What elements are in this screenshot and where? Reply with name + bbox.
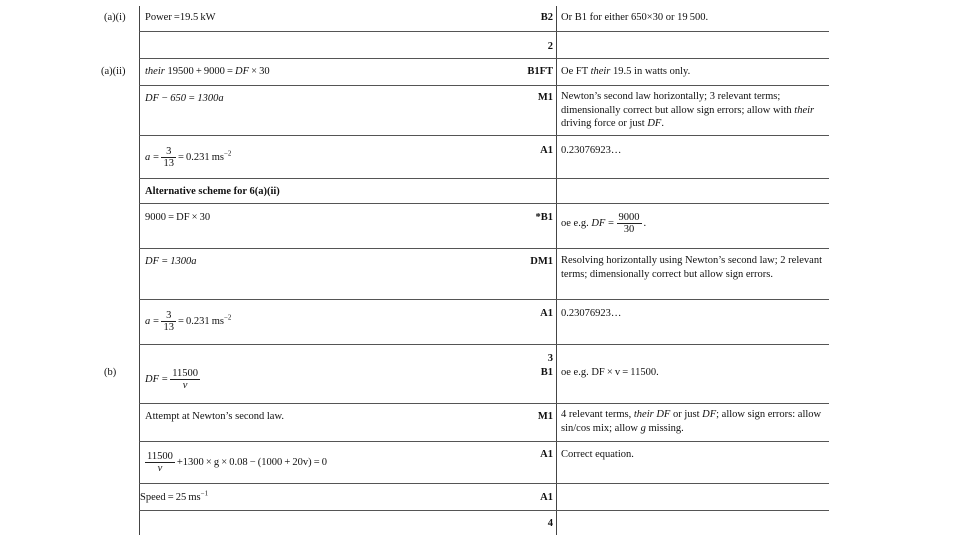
fraction [145, 451, 175, 474]
row-line [139, 85, 829, 86]
row-line [139, 203, 829, 204]
working-italic: their [145, 66, 165, 77]
guidance-italic: DF [647, 118, 662, 129]
working-cell: Attempt at Newton’s second law. [145, 411, 284, 422]
guidance-text: oe e.g. [561, 217, 592, 229]
working-cell [145, 368, 202, 391]
part-total: 4 [547, 518, 553, 529]
guidance-cell: Resolving horizontally using Newton’s second law; 2 relevant terms; dimensionally correct but allow sign errors. [561, 255, 822, 280]
fraction [161, 310, 176, 333]
row-line [139, 31, 829, 32]
working-text: Speed = 25 ms [140, 492, 201, 503]
working-cell [145, 146, 231, 169]
guidance-cell [561, 408, 823, 435]
fraction-denominator: 30 [623, 224, 635, 235]
exponent: −2 [223, 149, 232, 158]
equation-rest: +1300 × g × 0.08 − (1000 + 20v) = 0 [176, 456, 328, 468]
working-text: 19500 + 9000 = [167, 66, 235, 77]
working-cell [145, 211, 210, 224]
fraction-numerator: 11500 [172, 368, 199, 379]
equation-rhs: = 0.231 ms [177, 315, 224, 327]
part-label: (a)(i) [104, 12, 126, 23]
fraction-numerator: 3 [161, 310, 176, 322]
guidance-cell: Correct equation. [561, 449, 634, 460]
working-df: DF [234, 66, 249, 77]
mark-cell: *B1 [535, 212, 553, 223]
mark-cell: B1FT [527, 66, 553, 77]
row-line [139, 248, 829, 249]
guidance-text: missing. [645, 422, 684, 434]
working-text: 9000 = DF × 30 [145, 212, 211, 223]
exponent: −1 [200, 489, 209, 498]
fraction [617, 212, 642, 235]
fraction [161, 146, 176, 169]
fraction-numerator: 3 [161, 146, 176, 158]
equation-lhs: a = [145, 315, 160, 327]
guidance-cell: Or B1 for either 650×30 or 19 500. [561, 12, 709, 23]
working-cell: DF − 650 = 1300a [145, 93, 224, 104]
working-cell [145, 310, 231, 333]
fraction [170, 368, 200, 391]
fraction-denominator: 13 [163, 158, 174, 169]
mark-cell: B2 [540, 12, 553, 23]
mark-cell: A1 [540, 145, 553, 156]
working-cell: DF = 1300a [145, 256, 197, 267]
guidance-text: driving force or just [561, 118, 648, 129]
row-line [139, 483, 829, 484]
guidance-text: 4 relevant terms, [561, 409, 634, 420]
row-line [139, 344, 829, 345]
mark-cell: A1 [540, 449, 553, 460]
alternative-scheme-heading: Alternative scheme for 6(a)(ii) [145, 186, 280, 197]
guidance-italic: DF = [591, 217, 615, 229]
row-line [139, 299, 829, 300]
equation-rhs: = 0.231 ms [177, 151, 224, 163]
working-cell [145, 65, 270, 78]
fraction-numerator: 9000 [618, 212, 640, 223]
working-cell: Power =19.5 kW [145, 12, 216, 23]
row-line [139, 510, 829, 511]
guidance-cell [561, 90, 823, 131]
row-line [139, 441, 829, 442]
guidance-cell [561, 212, 646, 235]
part-total: 2 [547, 41, 553, 52]
guidance-cell: oe e.g. DF × v = 11500. [561, 367, 659, 378]
guidance-italic: their [590, 66, 611, 77]
mark-cell: DM1 [530, 256, 553, 267]
mark-cell: A1 [540, 492, 553, 503]
part-label: (a)(ii) [101, 66, 126, 77]
guidance-italic: their DF [633, 409, 671, 420]
working-cell [145, 451, 327, 474]
part-total: 3 [547, 353, 553, 364]
mark-cell: M1 [537, 411, 553, 422]
guidance-cell: 0.23076923… [561, 145, 622, 156]
row-line [139, 58, 829, 59]
working-cell [140, 491, 208, 504]
mark-cell: M1 [537, 92, 553, 103]
working-tail: × 30 [248, 66, 270, 77]
row-line [139, 135, 829, 136]
row-line [139, 178, 829, 179]
guidance-text: Newton’s second law horizontally; 3 relevant terms; dimensionally correct but allow sign errors; allow with [561, 91, 795, 116]
fraction-denominator: v [182, 380, 188, 391]
guidance-italic: g [640, 422, 646, 434]
guidance-text: . [661, 118, 664, 129]
guidance-italic: their [794, 104, 815, 116]
guidance-text: or just [670, 409, 703, 420]
fraction-denominator: 13 [163, 322, 174, 333]
mark-cell: B1 [540, 367, 553, 378]
equation-lhs: DF = [145, 373, 169, 385]
guidance-text: Oe FT [561, 66, 591, 77]
guidance-cell [561, 65, 690, 78]
guidance-text: 19.5 in watts only. [610, 66, 691, 77]
row-line [139, 403, 829, 404]
fraction-denominator: v [157, 463, 163, 474]
guidance-text: . [643, 217, 647, 229]
mark-cell: A1 [540, 308, 553, 319]
fraction-numerator: 11500 [147, 451, 173, 462]
equation-lhs: a = [145, 151, 160, 163]
part-label: (b) [104, 367, 117, 378]
guidance-text: ; allow sign errors: allow sin/cos mix; allow [561, 409, 822, 434]
guidance-italic: DF [702, 409, 717, 420]
guidance-cell: 0.23076923… [561, 308, 622, 319]
exponent: −2 [223, 313, 232, 322]
